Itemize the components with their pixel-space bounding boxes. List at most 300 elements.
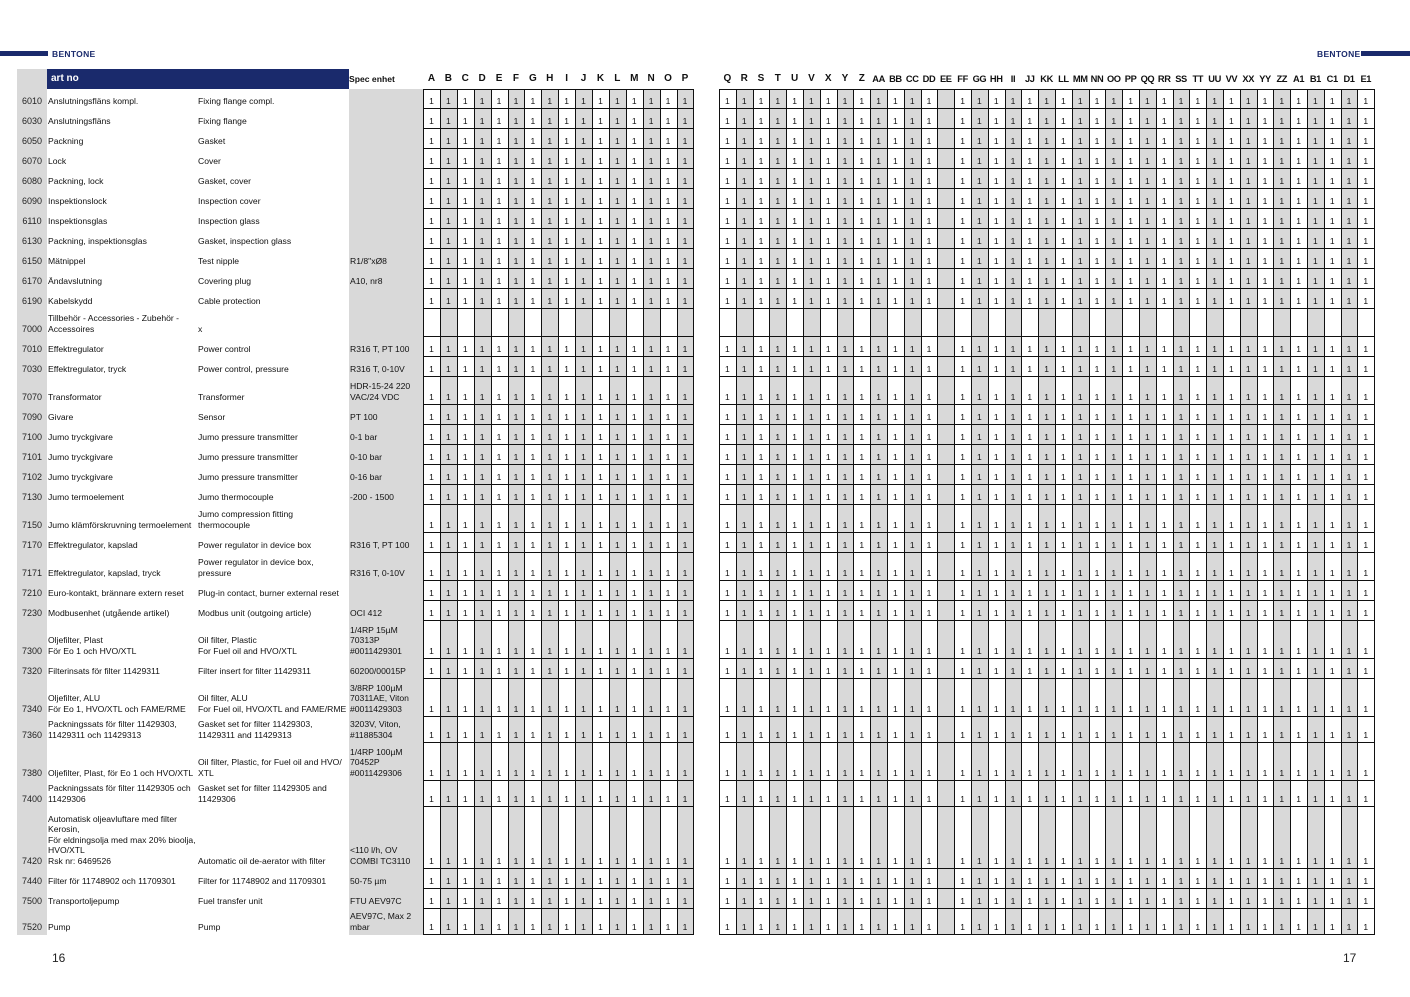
spec-value: R1/8"xØ8: [350, 255, 387, 266]
grid-cell: 1: [530, 452, 536, 462]
grid-cell: 1: [479, 276, 485, 286]
column-header: LL: [1058, 74, 1069, 84]
grid-cell: 1: [1111, 452, 1117, 462]
column-header: MM: [1072, 74, 1088, 84]
grid-cell: 1: [682, 876, 688, 886]
grid-cell: 1: [1077, 520, 1083, 530]
grid-cell: 1: [1363, 896, 1369, 906]
grid-cell: 1: [581, 568, 586, 578]
grid-cell: 1: [859, 472, 865, 482]
grid-cell: 1: [926, 588, 932, 598]
grid-cell: 1: [1010, 768, 1016, 778]
column-header: SS: [1175, 74, 1187, 84]
grid-cell: 1: [792, 364, 797, 374]
grid-cell: 1: [1061, 344, 1066, 354]
grid-cell: 1: [479, 176, 485, 186]
grid-cell: 1: [960, 96, 965, 106]
grid-cell: [786, 309, 803, 337]
column-header: M: [630, 73, 639, 84]
art-number: 7150: [21, 520, 43, 530]
grid-cell: 1: [1346, 646, 1352, 656]
grid-line: [508, 89, 509, 935]
grid-cell: [937, 337, 954, 357]
grid-cell: 1: [1296, 296, 1301, 306]
grid-cell: 1: [462, 432, 468, 442]
art-number: 7440: [21, 876, 43, 886]
grid-cell: 1: [1077, 922, 1083, 932]
grid-cell: 1: [977, 156, 982, 166]
grid-cell: 1: [581, 492, 586, 502]
grid-cell: 1: [479, 116, 485, 126]
grid-cell: 1: [758, 176, 764, 186]
grid-cell: 1: [1195, 176, 1201, 186]
description-sv: Oljefilter, Plast För Eo 1 och HVO/XTL: [48, 635, 137, 656]
grid-cell: 1: [1145, 156, 1150, 166]
grid-cell: 1: [926, 412, 932, 422]
art-number: 6070: [21, 156, 43, 166]
grid-cell: [853, 309, 870, 337]
grid-cell: 1: [1262, 472, 1268, 482]
grid-cell: 1: [1145, 608, 1150, 618]
grid-cell: 1: [825, 344, 831, 354]
grid-cell: 1: [775, 96, 781, 106]
grid-cell: 1: [1329, 568, 1335, 578]
grid-cell: 1: [977, 588, 982, 598]
description-en: Oil filter, Plastic, for Fuel oil and HVO/ XTL: [198, 757, 342, 778]
grid-cell: 1: [682, 364, 688, 374]
grid-cell: 1: [682, 922, 688, 932]
grid-cell: 1: [809, 276, 814, 286]
grid-cell: 1: [445, 922, 451, 932]
grid-cell: 1: [977, 730, 982, 740]
grid-cell: 1: [1128, 472, 1133, 482]
grid-cell: 1: [1296, 492, 1301, 502]
grid-cell: 1: [1329, 666, 1335, 676]
grid-cell: 1: [1044, 432, 1049, 442]
description-en: x: [198, 323, 203, 334]
grid-cell: 1: [725, 492, 730, 502]
grid-cell: 1: [648, 492, 654, 502]
grid-cell: 1: [725, 730, 730, 740]
grid-cell: 1: [960, 452, 965, 462]
grid-cell: 1: [909, 794, 915, 804]
grid-cell: 1: [1245, 196, 1251, 206]
grid-cell: 1: [1262, 730, 1268, 740]
grid-cell: 1: [1077, 704, 1083, 714]
grid-cell: 1: [977, 704, 982, 714]
grid-cell: 1: [1111, 588, 1117, 598]
grid-cell: 1: [530, 296, 536, 306]
grid-line: [474, 89, 475, 935]
grid-cell: 1: [1346, 922, 1352, 932]
grid-cell: 1: [496, 492, 502, 502]
grid-cell: 1: [775, 344, 781, 354]
grid-cell: 1: [876, 704, 881, 714]
grid-cell: 1: [1145, 452, 1150, 462]
grid-line: [1105, 89, 1106, 935]
spec-value: 60200/00015P: [350, 665, 406, 676]
grid-cell: 1: [1363, 568, 1369, 578]
grid-cell: 1: [758, 922, 764, 932]
grid-cell: [937, 425, 954, 445]
grid-cell: [1240, 309, 1257, 337]
grid-cell: 1: [1094, 794, 1100, 804]
grid-cell: 1: [1010, 196, 1016, 206]
grid-line: [1156, 89, 1157, 935]
grid-cell: 1: [741, 922, 747, 932]
description-en: Gasket, cover: [198, 175, 252, 186]
grid-cell: 1: [792, 588, 797, 598]
grid-cell: 1: [496, 794, 502, 804]
grid-cell: 1: [530, 472, 536, 482]
grid-cell: 1: [1212, 704, 1217, 714]
grid-cell: 1: [1128, 666, 1133, 676]
grid-cell: 1: [665, 666, 671, 676]
grid-cell: 1: [1346, 588, 1352, 598]
grid-cell: 1: [859, 492, 865, 502]
grid-cell: 1: [1027, 156, 1033, 166]
grid-cell: 1: [1044, 136, 1049, 146]
grid-cell: 1: [893, 196, 898, 206]
grid-cell: 1: [1262, 236, 1268, 246]
grid-cell: 1: [1145, 236, 1150, 246]
grid-cell: 1: [1077, 196, 1083, 206]
grid-line: [1122, 89, 1123, 935]
art-number: 7030: [21, 364, 43, 374]
grid-cell: 1: [581, 364, 586, 374]
description-en: Cable protection: [198, 295, 261, 306]
grid-cell: 1: [977, 768, 982, 778]
grid-cell: 1: [1061, 156, 1066, 166]
grid-cell: 1: [725, 608, 730, 618]
grid-cell: 1: [960, 794, 965, 804]
grid-cell: 1: [1212, 896, 1217, 906]
grid-cell: [937, 869, 954, 889]
art-number: 7360: [21, 730, 43, 740]
grid-cell: 1: [1161, 176, 1167, 186]
grid-line: [575, 89, 576, 935]
grid-cell: 1: [893, 176, 898, 186]
grid-cell: 1: [429, 520, 434, 530]
grid-cell: 1: [1077, 364, 1083, 374]
column-header: FF: [957, 74, 968, 84]
grid-cell: 1: [1363, 666, 1369, 676]
spec-value: [350, 129, 422, 149]
grid-cell: 1: [614, 666, 620, 676]
description-en: Oil filter, Plastic For Fuel oil and HVO/XTL: [198, 635, 297, 656]
grid-cell: 1: [1178, 472, 1184, 482]
grid-cell: 1: [1027, 666, 1033, 676]
grid-cell: 1: [1245, 296, 1251, 306]
grid-cell: 1: [1094, 236, 1100, 246]
grid-cell: 1: [1027, 364, 1033, 374]
grid-cell: 1: [977, 96, 982, 106]
grid-cell: 1: [859, 136, 865, 146]
grid-cell: 1: [1128, 96, 1133, 106]
grid-cell: 1: [1229, 136, 1234, 146]
grid-cell: [837, 309, 854, 337]
grid-cell: 1: [1262, 922, 1268, 932]
grid-cell: 1: [1128, 296, 1133, 306]
page-number-left: 16: [52, 951, 66, 965]
grid-cell: 1: [513, 156, 519, 166]
grid-cell: 1: [1229, 196, 1234, 206]
grid-cell: 1: [1111, 540, 1117, 550]
grid-cell: 1: [1010, 452, 1016, 462]
grid-cell: 1: [809, 296, 814, 306]
grid-cell: 1: [1195, 96, 1201, 106]
grid-cell: 1: [1346, 236, 1352, 246]
grid-cell: 1: [809, 896, 814, 906]
grid-cell: 1: [1279, 704, 1285, 714]
grid-cell: 1: [1329, 96, 1335, 106]
grid-cell: 1: [665, 768, 671, 778]
grid-cell: 1: [530, 236, 536, 246]
grid-cell: 1: [926, 794, 932, 804]
grid-cell: 1: [429, 156, 434, 166]
grid-cell: 1: [1279, 520, 1285, 530]
grid-cell: 1: [665, 896, 671, 906]
grid-cell: 1: [1178, 392, 1184, 402]
description-sv: Oljefilter, Plast, för Eo 1 och HVO/XTL: [48, 767, 194, 778]
grid-cell: 1: [1229, 156, 1234, 166]
grid-cell: 1: [1363, 608, 1369, 618]
grid-cell: 1: [1313, 364, 1318, 374]
grid-cell: 1: [1094, 568, 1100, 578]
grid-cell: 1: [1245, 568, 1251, 578]
description-sv: Modbusenhet (utgående artikel): [48, 607, 170, 618]
grid-cell: 1: [1145, 704, 1150, 714]
grid-cell: 1: [496, 276, 502, 286]
grid-cell: 1: [631, 452, 637, 462]
grid-cell: 1: [977, 876, 982, 886]
grid-line: [1307, 89, 1308, 935]
grid-cell: 1: [1296, 196, 1301, 206]
brand-left: BENTONE: [52, 49, 96, 59]
grid-cell: 1: [648, 116, 654, 126]
grid-cell: 1: [429, 236, 434, 246]
grid-cell: 1: [741, 344, 747, 354]
grid-cell: 1: [758, 730, 764, 740]
grid-cell: 1: [876, 176, 881, 186]
grid-cell: 1: [775, 666, 781, 676]
grid-cell: 1: [842, 236, 848, 246]
grid-cell: 1: [614, 472, 620, 482]
description-sv: Packning, inspektionsglas: [48, 235, 147, 246]
grid-cell: 1: [792, 568, 797, 578]
grid-cell: 1: [445, 216, 451, 226]
grid-cell: 1: [741, 568, 747, 578]
grid-cell: 1: [725, 876, 730, 886]
grid-cell: 1: [530, 216, 536, 226]
grid-cell: 1: [1329, 588, 1335, 598]
grid-cell: 1: [564, 196, 569, 206]
grid-cell: 1: [1161, 276, 1167, 286]
grid-cell: 1: [445, 794, 451, 804]
grid-cell: 1: [1161, 520, 1167, 530]
grid-line: [1374, 89, 1375, 935]
grid-cell: 1: [859, 412, 865, 422]
grid-cell: 1: [682, 412, 688, 422]
grid-cell: 1: [462, 520, 468, 530]
grid-cell: 1: [1279, 856, 1285, 866]
grid-cell: 1: [1077, 540, 1083, 550]
grid-cell: 1: [1145, 568, 1150, 578]
grid-cell: 1: [926, 364, 932, 374]
grid-cell: 1: [682, 156, 688, 166]
grid-cell: 1: [479, 588, 485, 598]
grid-cell: 1: [1128, 794, 1133, 804]
grid-cell: 1: [960, 876, 965, 886]
grid-cell: 1: [842, 344, 848, 354]
grid-cell: 1: [977, 646, 982, 656]
grid-cell: 1: [513, 876, 519, 886]
grid-cell: 1: [581, 196, 586, 206]
column-header: B1: [1309, 74, 1321, 84]
grid-cell: 1: [741, 856, 747, 866]
grid-line: [870, 89, 871, 935]
grid-cell: 1: [1044, 156, 1049, 166]
grid-cell: 1: [859, 216, 865, 226]
grid-cell: 1: [1044, 196, 1049, 206]
grid-cell: 1: [564, 256, 569, 266]
grid-cell: 1: [1111, 236, 1117, 246]
grid-cell: 1: [775, 364, 781, 374]
grid-cell: 1: [993, 216, 999, 226]
grid-cell: 1: [1279, 176, 1285, 186]
grid-cell: 1: [530, 856, 536, 866]
grid-cell: 1: [809, 256, 814, 266]
grid-cell: 1: [665, 96, 671, 106]
grid-cell: 1: [725, 568, 730, 578]
grid-cell: 1: [926, 666, 932, 676]
grid-cell: 1: [809, 666, 814, 676]
grid-cell: 1: [682, 540, 688, 550]
grid-cell: 1: [876, 520, 881, 530]
grid-cell: 1: [775, 876, 781, 886]
grid-cell: 1: [893, 412, 898, 422]
grid-cell: 1: [893, 432, 898, 442]
grid-cell: 1: [648, 392, 654, 402]
column-header: D: [478, 73, 486, 84]
grid-cell: 1: [1329, 520, 1335, 530]
column-header: F: [512, 73, 519, 84]
grid-cell: 1: [825, 730, 831, 740]
grid-cell: 1: [859, 276, 865, 286]
grid-cell: 1: [960, 472, 965, 482]
description-sv: Anslutningsfläns kompl.: [48, 95, 139, 106]
grid-cell: 1: [496, 256, 502, 266]
grid-cell: [541, 309, 558, 337]
grid-cell: 1: [741, 96, 747, 106]
grid-cell: 1: [547, 730, 553, 740]
grid-cell: 1: [496, 392, 502, 402]
grid-cell: 1: [825, 540, 831, 550]
grid-cell: 1: [1027, 136, 1033, 146]
grid-cell: 1: [682, 452, 688, 462]
grid-cell: 1: [1061, 896, 1066, 906]
grid-cell: 1: [909, 156, 915, 166]
grid-cell: 1: [581, 116, 586, 126]
grid-cell: [870, 309, 887, 337]
grid-cell: 1: [1195, 896, 1201, 906]
grid-cell: 1: [825, 136, 831, 146]
grid-cell: 1: [631, 156, 637, 166]
grid-cell: 1: [993, 540, 999, 550]
grid-cell: 1: [513, 588, 519, 598]
grid-cell: 1: [598, 344, 603, 354]
grid-cell: 1: [564, 276, 569, 286]
spec-value: [350, 229, 422, 249]
grid-cell: 1: [479, 156, 485, 166]
grid-cell: 1: [1262, 256, 1268, 266]
description-sv: Filterinsats för filter 11429311: [48, 665, 160, 676]
grid-cell: 1: [825, 520, 831, 530]
grid-cell: 1: [581, 876, 586, 886]
grid-cell: 1: [1229, 922, 1234, 932]
grid-cell: 1: [1212, 196, 1217, 206]
art-number: 7420: [21, 856, 43, 866]
grid-cell: 1: [893, 492, 898, 502]
grid-cell: 1: [1212, 588, 1217, 598]
grid-cell: 1: [1279, 392, 1285, 402]
grid-cell: [937, 533, 954, 553]
grid-cell: 1: [631, 666, 637, 676]
grid-cell: 1: [462, 666, 468, 676]
grid-cell: 1: [1245, 608, 1251, 618]
grid-cell: 1: [792, 704, 797, 714]
grid-cell: 1: [1212, 730, 1217, 740]
grid-cell: 1: [741, 236, 747, 246]
grid-cell: 1: [1077, 794, 1083, 804]
grid-cell: 1: [876, 452, 881, 462]
grid-cell: 1: [1212, 666, 1217, 676]
grid-cell: 1: [1094, 176, 1100, 186]
grid-cell: 1: [876, 276, 881, 286]
grid-cell: 1: [1111, 794, 1117, 804]
grid-line: [1089, 89, 1090, 935]
grid-cell: [887, 309, 904, 337]
grid-cell: 1: [876, 392, 881, 402]
grid-cell: 1: [648, 608, 654, 618]
grid-cell: 1: [1229, 296, 1234, 306]
grid-cell: 1: [725, 236, 730, 246]
grid-cell: 1: [825, 492, 831, 502]
grid-cell: 1: [429, 588, 434, 598]
grid-line: [753, 89, 754, 935]
grid-cell: 1: [1128, 588, 1133, 598]
column-header: BB: [889, 74, 902, 84]
grid-cell: 1: [1346, 296, 1352, 306]
grid-cell: 1: [429, 794, 434, 804]
grid-cell: 1: [445, 876, 451, 886]
grid-cell: 1: [445, 256, 451, 266]
grid-cell: 1: [758, 196, 764, 206]
grid-cell: 1: [909, 236, 915, 246]
grid-cell: 1: [598, 364, 603, 374]
grid-cell: 1: [1195, 568, 1201, 578]
grid-cell: 1: [581, 472, 586, 482]
grid-cell: 1: [876, 540, 881, 550]
grid-cell: 1: [792, 344, 797, 354]
grid-cell: 1: [1061, 176, 1066, 186]
grid-cell: 1: [598, 392, 603, 402]
grid-cell: 1: [1212, 452, 1217, 462]
grid-cell: 1: [1296, 216, 1301, 226]
grid-line: [853, 89, 854, 935]
grid-cell: 1: [648, 520, 654, 530]
grid-line: [1206, 89, 1207, 935]
